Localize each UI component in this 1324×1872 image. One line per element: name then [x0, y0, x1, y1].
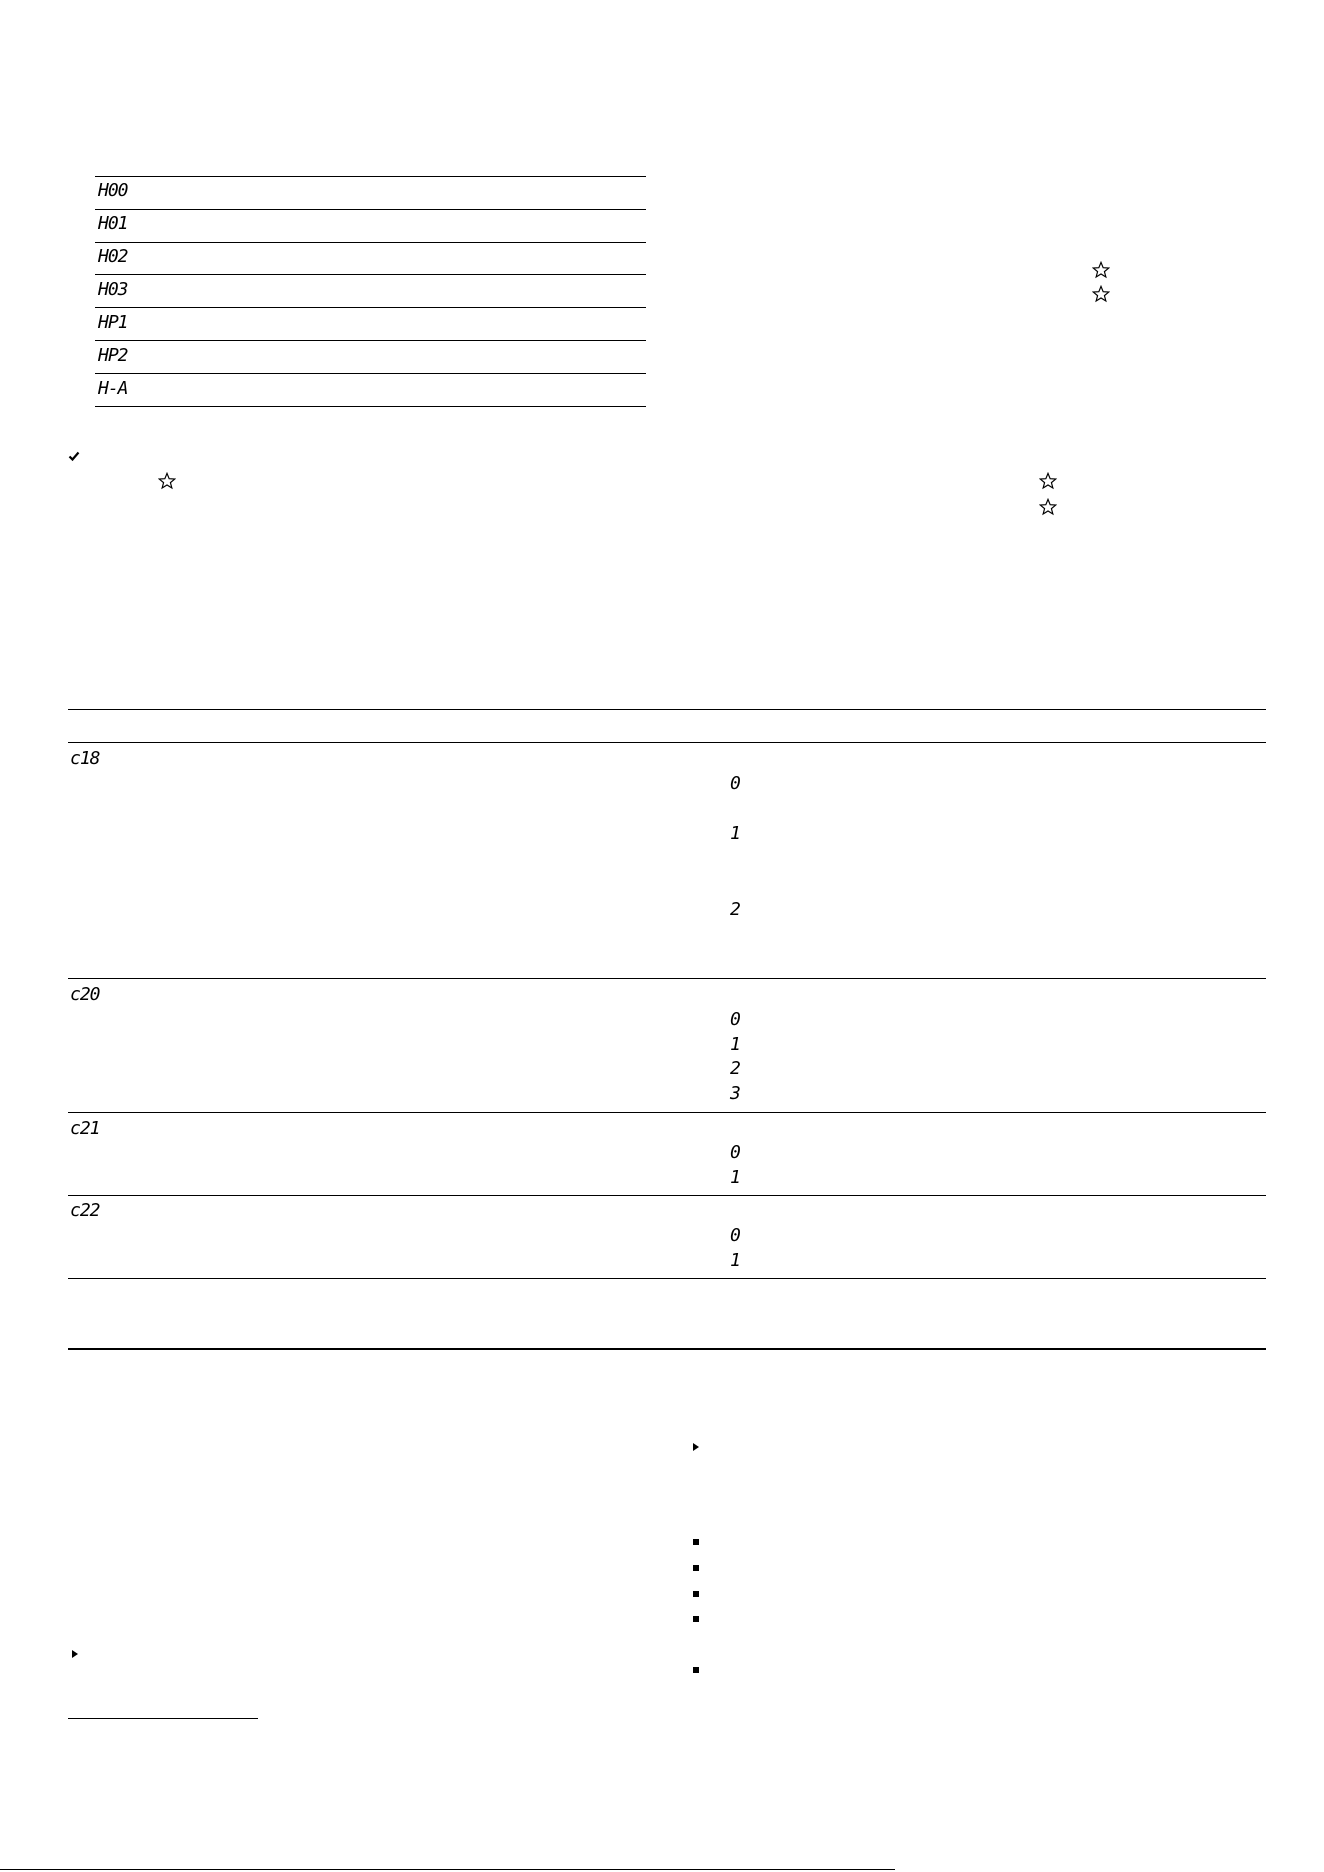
error-code: H-A [98, 378, 128, 399]
setting-code: c20 [70, 984, 100, 1005]
table-rule [95, 274, 646, 275]
triangle-right-icon [72, 1650, 78, 1658]
table-row-rule [68, 1112, 1266, 1113]
error-code: H03 [98, 279, 128, 300]
setting-value: 0 [730, 1225, 740, 1246]
check-icon [68, 450, 80, 462]
table-rule [95, 307, 646, 308]
table-row-rule [68, 978, 1266, 979]
setting-code: c22 [70, 1200, 100, 1221]
error-code: HP1 [98, 312, 128, 333]
setting-value: 1 [730, 1167, 740, 1188]
table-row-rule [68, 1195, 1266, 1196]
error-code: H01 [98, 213, 128, 234]
page-footer-rule [0, 1869, 895, 1870]
table-rule [95, 176, 646, 177]
square-bullet-icon [693, 1616, 699, 1622]
error-code: H00 [98, 180, 128, 201]
setting-code: c18 [70, 748, 100, 769]
star-icon [1039, 472, 1057, 490]
error-code: HP2 [98, 345, 128, 366]
star-icon [1092, 285, 1110, 303]
setting-value: 2 [730, 1058, 740, 1079]
table-rule [95, 373, 646, 374]
square-bullet-icon [693, 1539, 699, 1545]
error-code: H02 [98, 246, 128, 267]
star-icon [1092, 261, 1110, 279]
setting-value: 3 [730, 1083, 740, 1104]
table-rule [95, 209, 646, 210]
table-header-rule [68, 742, 1266, 743]
setting-code: c21 [70, 1118, 100, 1139]
setting-value: 0 [730, 773, 740, 794]
setting-value: 0 [730, 1142, 740, 1163]
star-icon [158, 472, 176, 490]
setting-value: 1 [730, 1034, 740, 1055]
table-bottom-rule [68, 1348, 1266, 1350]
table-rule [95, 340, 646, 341]
square-bullet-icon [693, 1591, 699, 1597]
square-bullet-icon [693, 1667, 699, 1673]
table-top-rule [68, 709, 1266, 710]
setting-value: 2 [730, 899, 740, 920]
table-rule [95, 406, 646, 407]
triangle-right-icon [693, 1443, 699, 1451]
square-bullet-icon [693, 1565, 699, 1571]
footnote-rule [68, 1718, 258, 1719]
setting-value: 0 [730, 1009, 740, 1030]
table-row-rule [68, 1278, 1266, 1279]
setting-value: 1 [730, 823, 740, 844]
table-rule [95, 242, 646, 243]
star-icon [1039, 498, 1057, 516]
setting-value: 1 [730, 1250, 740, 1271]
